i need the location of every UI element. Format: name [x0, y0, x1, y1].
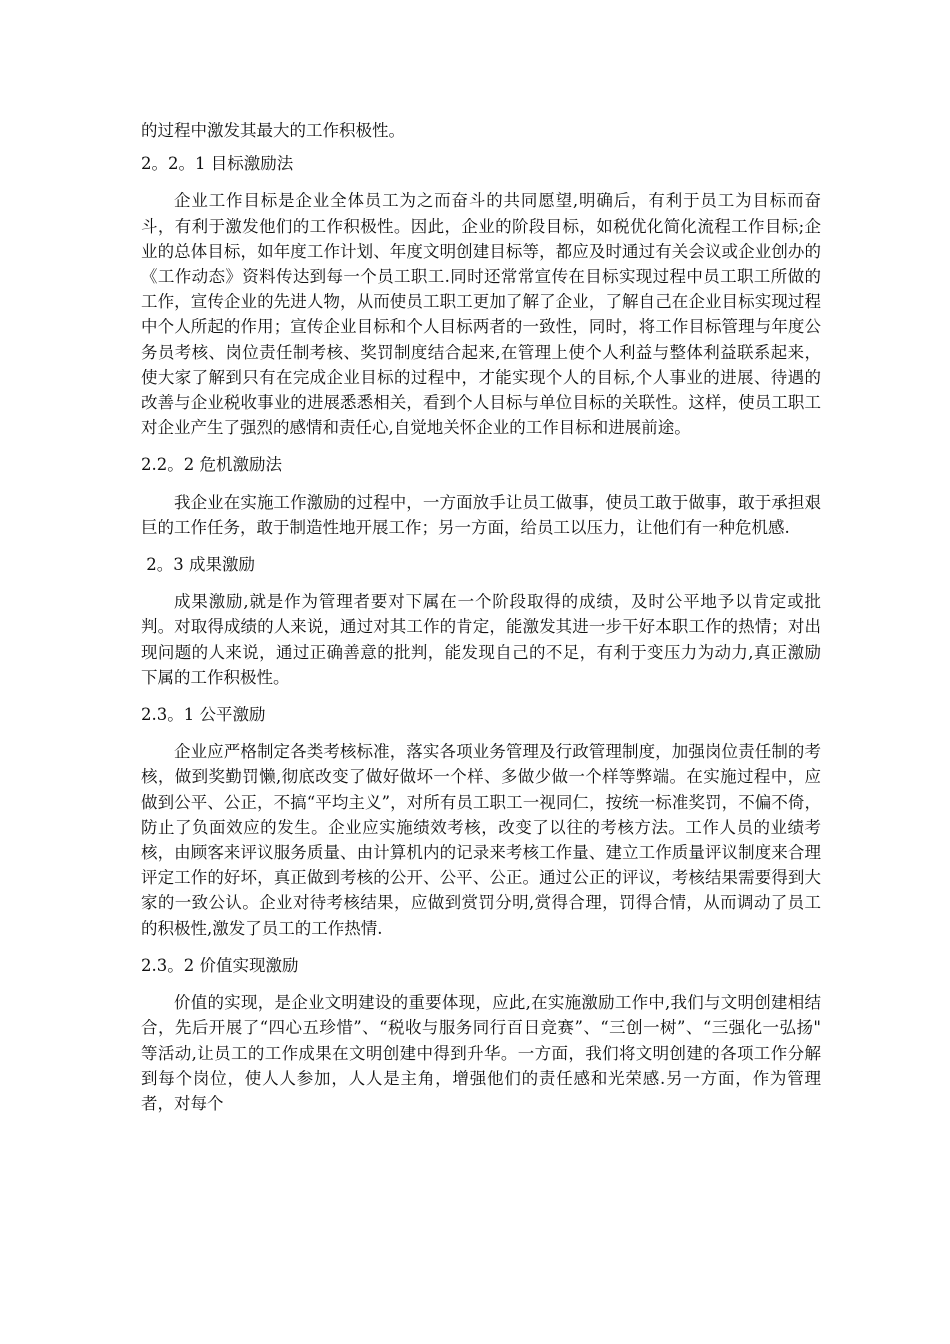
heading-2-2-1: 2。2。1 目标激励法	[141, 154, 294, 174]
continuation-line: 的过程中激发其最大的工作积极性。	[141, 121, 405, 140]
paragraph-crisis-incentive: 我企业在实施工作激励的过程中，一方面放手让员工做事，使员工敢于做事，敢于承担艰巨的工作任务，敢于制造性地开展工作；另一方面，给员工以压力，让他们有一种危机感.	[141, 492, 821, 537]
heading-2-3: 2。3 成果激励	[141, 555, 255, 575]
heading-2-2-2: 2.2。2 危机激励法	[141, 455, 282, 475]
paragraph-fairness-incentive: 企业应严格制定各类考核标准，落实各项业务管理及行政管理制度，加强岗位责任制的考核，做到奖勤罚懒,彻底改变了做好做坏一个样、多做少做一个样等弊端。在实施过程中，应做到公平、公正，不搞“平均主义”，对所有员工职工一视同仁，按统一标准奖罚，不偏不倚，防止了负面效应的发生。企业应实施绩效考核，改变了以往的考核方法。工作人员的业绩考核，由顾客来评议服务质量、由计算机内的记录来考核工作量、建立工作质量评议制度来合理评定工作的好坏，真正做到考核的公开、公平、公正。通过公正的评议，考核结果需要得到大家的一致公认。企业对待考核结果，应做到赏罚分明,赏得合理，罚得合情，从而调动了员工的积极性,激发了员工的工作热情.	[141, 742, 821, 938]
document-page	[141, 118, 821, 1116]
paragraph-results-incentive: 成果激励,就是作为管理者要对下属在一个阶段取得的成绩，及时公平地予以肯定或批判。对取得成绩的人来说，通过对其工作的肯定，能激发其进一步干好本职工作的热情；对出现问题的人来说，通过正确善意的批判，能发现自己的不足，有利于变压力为动力,真正激励下属的工作积极性。	[141, 592, 821, 687]
heading-2-3-2: 2.3。2 价值实现激励	[141, 955, 299, 975]
paragraph-goal-incentive: 企业工作目标是企业全体员工为之而奋斗的共同愿望,明确后，有利于员工为目标而奋斗，有利于激发他们的工作积极性。因此，企业的阶段目标，如税优化简化流程工作目标;企业的总体目标，如年度工作计划、年度文明创建目标等，都应及时通过有关会议或企业创办的《工作动态》资料传达到每一个员工职工.同时还常常宣传在目标实现过程中员工职工所做的工作，宣传企业的先进人物，从而使员工职工更加了解了企业，了解自己在企业目标实现过程中个人所起的作用；宣传企业目标和个人目标两者的一致性，同时，将工作目标管理与年度公务员考核、岗位责任制考核、奖罚制度结合起来,在管理上使个人利益与整体利益联系起来，使大家了解到只有在完成企业目标的过程中，才能实现个人的目标,个人事业的进展、待遇的改善与企业税收事业的进展悉悉相关，看到个人目标与单位目标的关联性。这样，使员工职工对企业产生了强烈的感情和责任心,自觉地关怀企业的工作目标和进展前途。	[141, 191, 821, 438]
heading-2-3-1: 2.3。1 公平激励	[141, 705, 266, 725]
paragraph-value-realization-incentive: 价值的实现，是企业文明建设的重要体现，应此,在实施激励工作中,我们与文明创建相结合，先后开展了“四心五珍惜”、“税收与服务同行百日竞赛”、“三创一树”、“三强化一弘扬" 等活动,让员工的工作成果在文明创建中得到升华。一方面，我们将文明创建的各项工作分解到每个岗位，使人人参加，人人是主角，增强他们的责任感和光荣感.另一方面，作为管理者，对每个	[141, 993, 821, 1113]
